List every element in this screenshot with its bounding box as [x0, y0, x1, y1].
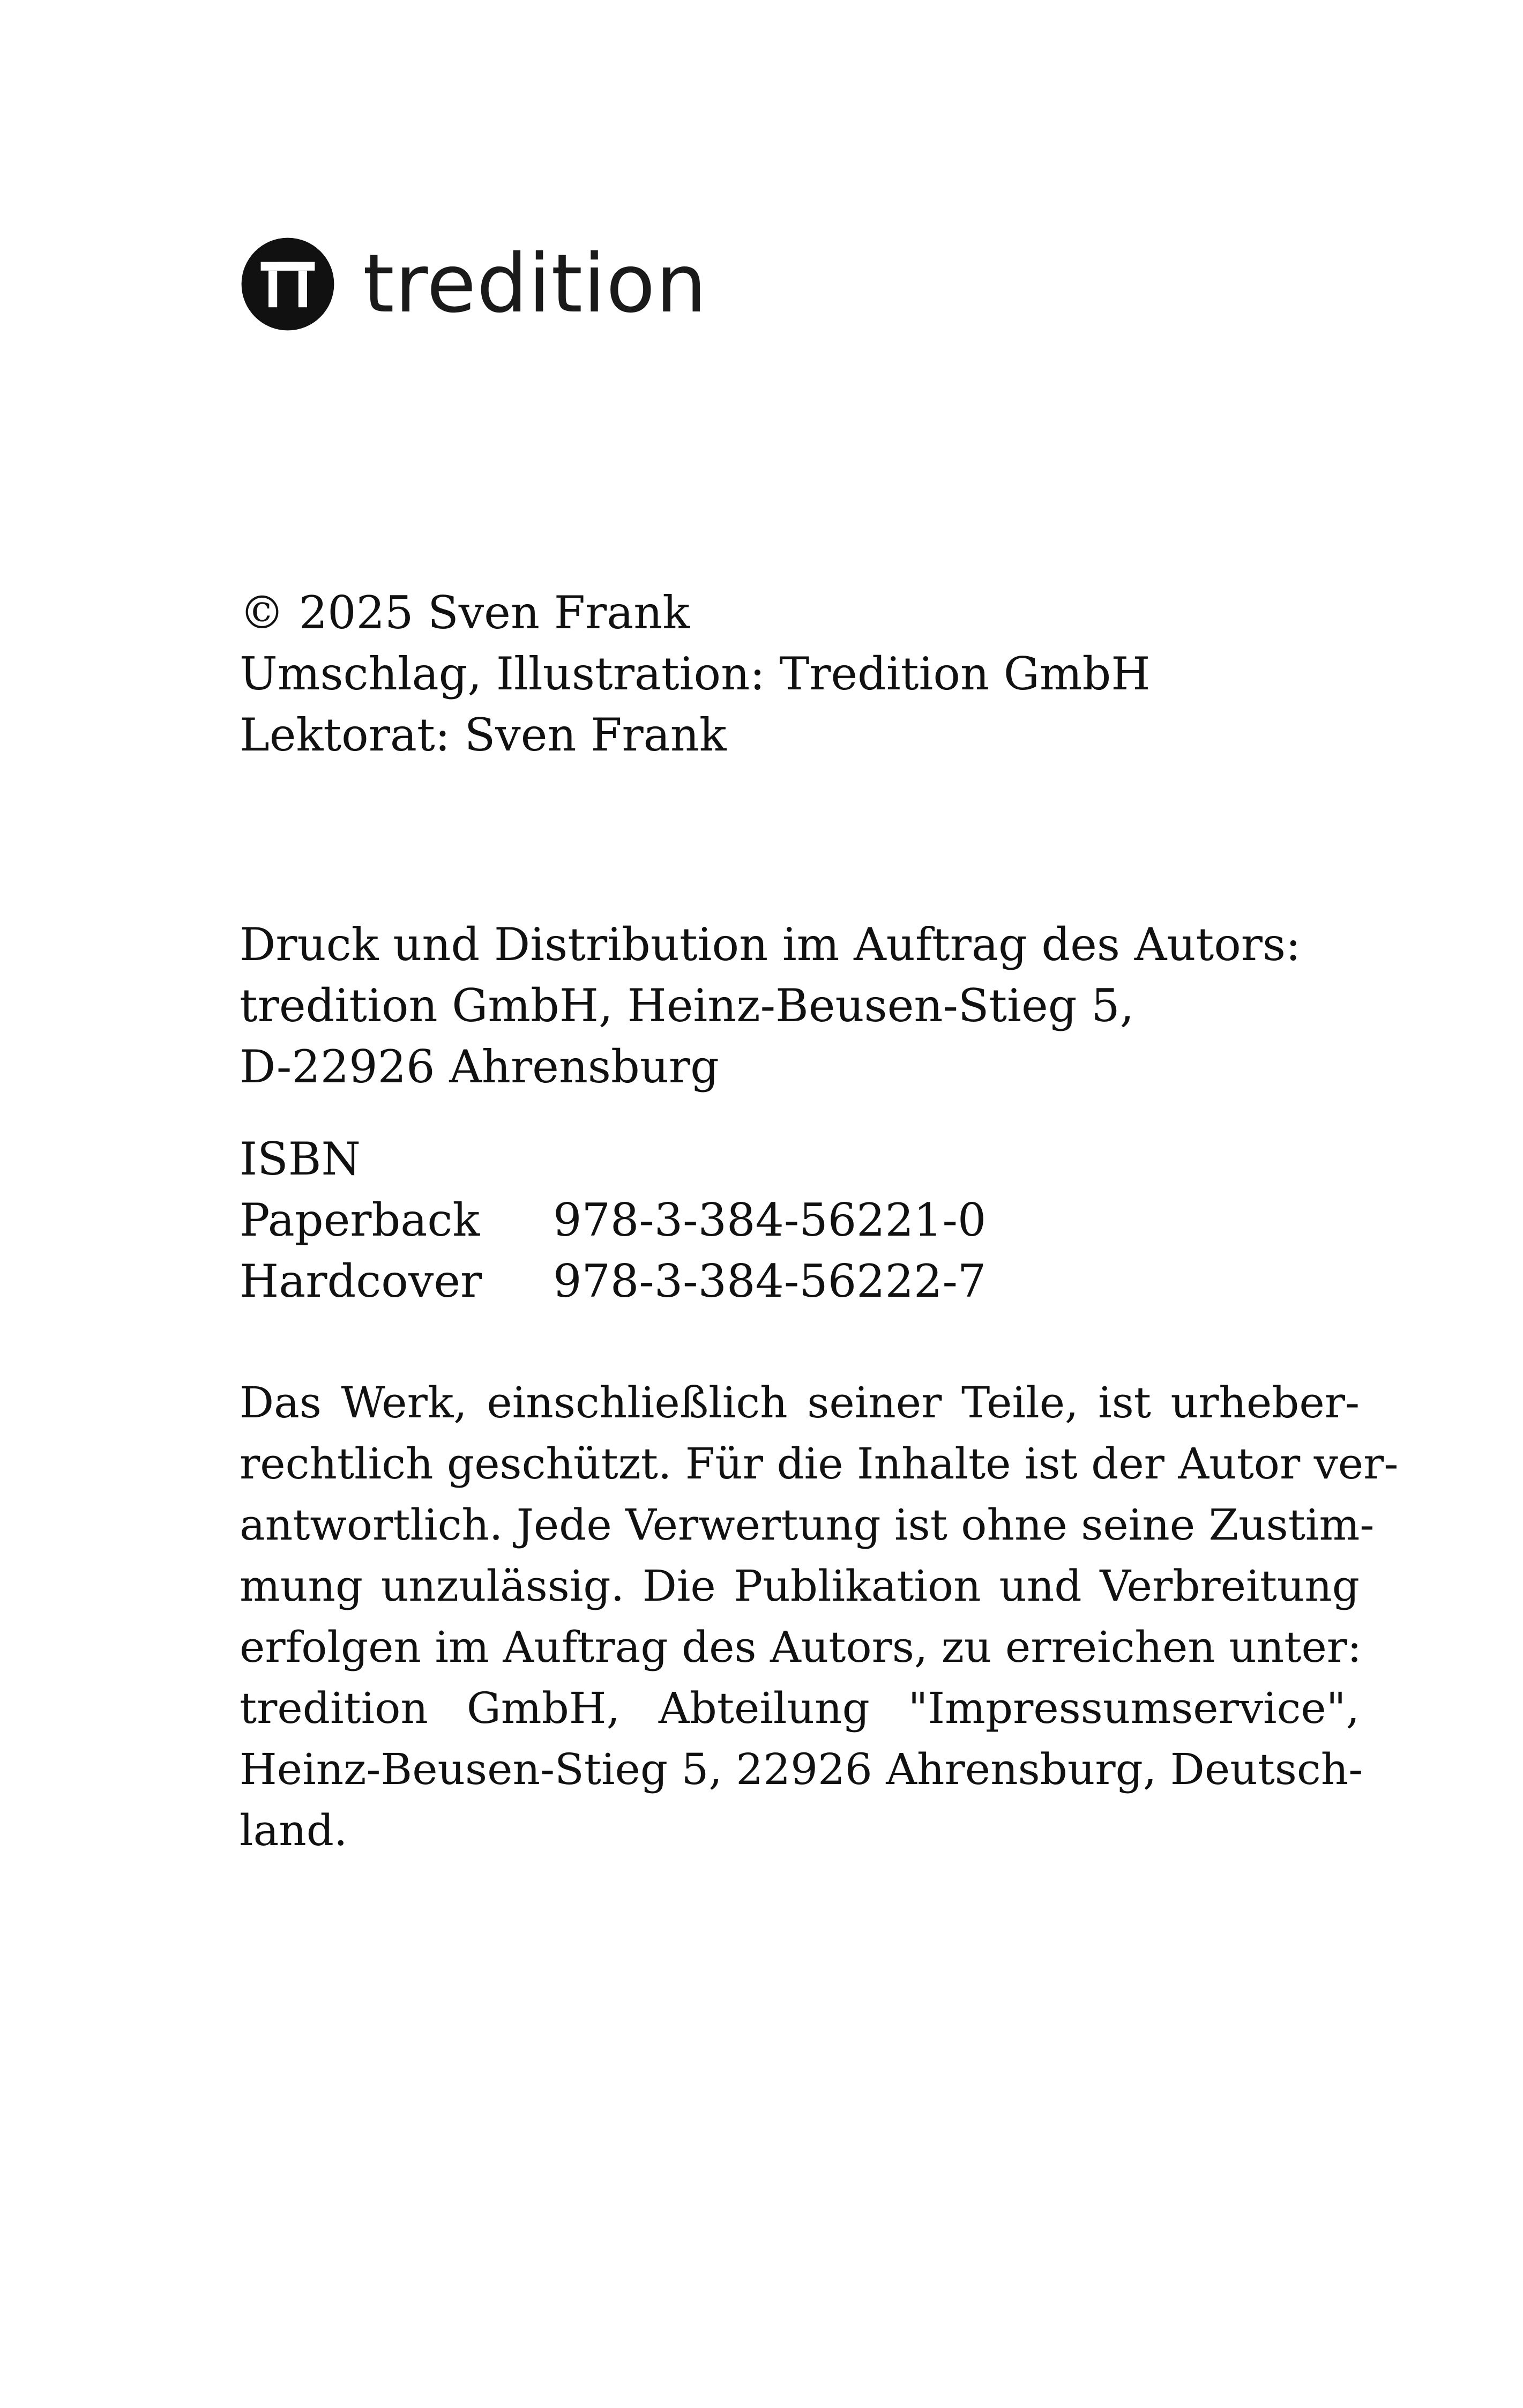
- isbn-value: 978-3-384-56222-7: [553, 1255, 987, 1307]
- legal-line: Heinz-Beusen-Stieg 5, 22926 Ahrensburg, Deutsch-: [240, 1744, 1363, 1794]
- print-line: tredition GmbH, Heinz-Beusen-Stieg 5,: [240, 979, 1134, 1032]
- print-line: D-22926 Ahrensburg: [240, 1041, 719, 1093]
- cover-credit-line: Umschlag, Illustration: Tredition GmbH: [240, 648, 1151, 700]
- credits-block: [240, 582, 1365, 765]
- isbn-row-hardcover: [240, 1251, 1365, 1312]
- isbn-block: [240, 1128, 1365, 1312]
- publisher-logo: [240, 236, 707, 332]
- print-line: Druck und Distribution im Auftrag des Autors:: [240, 918, 1301, 971]
- legal-line: rechtlich geschützt. Für die Inhalte ist der Autor ver-: [240, 1439, 1399, 1489]
- legal-line: Das Werk, einschließlich seiner Teile, ist urheber-: [240, 1378, 1360, 1428]
- legal-line: erfolgen im Auftrag des Autors, zu erreichen unter:: [240, 1622, 1362, 1672]
- print-distribution-block: [240, 914, 1365, 1097]
- legal-line: mung unzulässig. Die Publikation und Verbreitung: [240, 1561, 1360, 1611]
- isbn-row-paperback: [240, 1190, 1365, 1251]
- copyright-line: © 2025 Sven Frank: [240, 586, 690, 639]
- publisher-logo-text: tredition: [363, 237, 707, 331]
- legal-line: antwortlich. Jede Verwertung ist ohne seine Zustim-: [240, 1500, 1375, 1550]
- isbn-label: Hardcover: [240, 1255, 482, 1307]
- isbn-value: 978-3-384-56221-0: [553, 1194, 987, 1246]
- isbn-label: Paperback: [240, 1194, 480, 1246]
- legal-notice: [240, 1372, 1399, 1861]
- legal-line: tredition GmbH, Abteilung "Impressumservice",: [240, 1683, 1360, 1733]
- isbn-heading: ISBN: [240, 1133, 361, 1185]
- editing-credit-line: Lektorat: Sven Frank: [240, 709, 727, 761]
- legal-line: land.: [240, 1805, 348, 1855]
- tredition-logo-icon: [240, 236, 336, 332]
